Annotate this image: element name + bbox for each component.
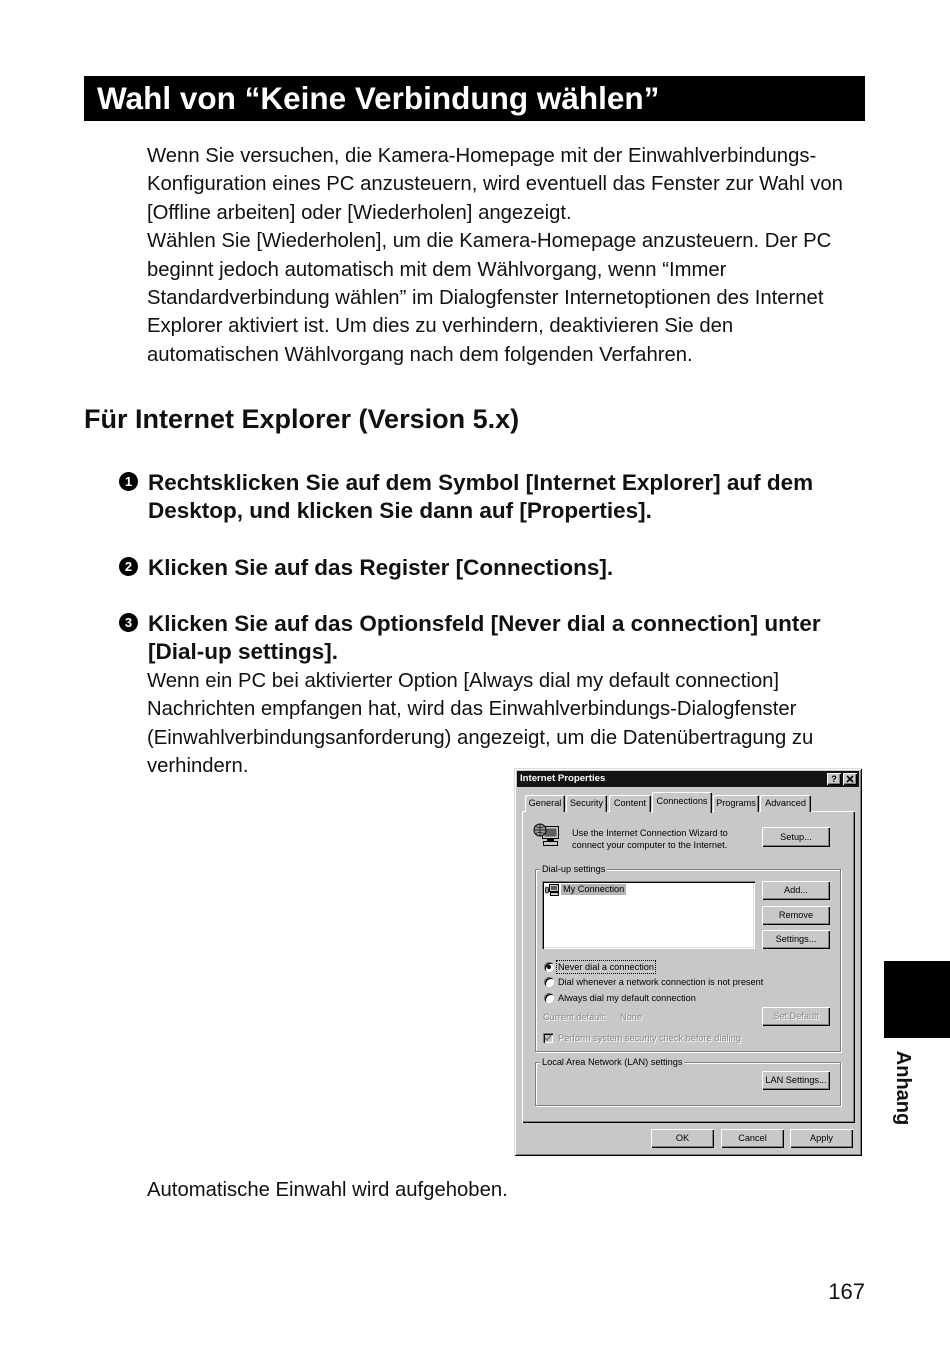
step-line: Desktop, und klicken Sie dann auf [Properties]. (148, 497, 652, 523)
dial-whenever-radio (544, 977, 554, 987)
setup-button: Setup... (762, 827, 830, 847)
step-line: Rechtsklicken Sie auf dem Symbol [Internet Explorer] auf dem (148, 469, 814, 495)
intro-paragraph (147, 142, 843, 369)
set-default-button: Set Default (762, 1007, 830, 1026)
step-number-badge: 2 (119, 557, 138, 576)
current-default-label: Current default: (543, 1012, 607, 1022)
intro-line: Wenn Sie versuchen, die Kamera-Homepage mit der Einwahlverbindungs- (147, 145, 817, 167)
close-icon (846, 775, 854, 783)
tab-advanced: Advanced (760, 795, 811, 812)
add-button: Add... (762, 881, 830, 900)
step-number-badge: 3 (119, 613, 138, 632)
tab-content: Content (609, 795, 651, 812)
step-2-instruction (148, 554, 613, 582)
never-dial-label: Never dial a connection (558, 962, 655, 972)
tab-security: Security (566, 795, 607, 812)
note-line: (Einwahlverbindungsanforderung) angezeigt, um die Datenübertragung zu (147, 726, 814, 749)
section-heading: Für Internet Explorer (Version 5.x) (84, 404, 520, 434)
page-title-banner (84, 76, 865, 121)
lan-settings-button: LAN Settings... (762, 1071, 830, 1090)
result-text: Automatische Einwahl wird aufgehoben. (147, 1179, 508, 1201)
lan-settings-group-label: Local Area Network (LAN) settings (542, 1057, 683, 1067)
never-dial-radio (544, 962, 554, 972)
help-button: ? (827, 773, 841, 785)
wizard-description (571, 827, 729, 851)
dialog-title-bar (517, 771, 859, 787)
security-check-label: Perform system security check before dialing (558, 1033, 741, 1043)
step-number-badge: 1 (119, 472, 138, 491)
step-1-instruction (148, 469, 813, 526)
wizard-text-line: connect your computer to the Internet. (572, 840, 728, 850)
connection-wizard-icon (533, 822, 561, 850)
chapter-side-tab (884, 961, 950, 1038)
chapter-side-label: Anhang (892, 1050, 914, 1126)
dialup-settings-label: Dial-up settings (542, 864, 606, 874)
settings-button: Settings... (762, 930, 830, 949)
tab-general: General (525, 795, 565, 812)
tab-connections: Connections (652, 792, 712, 813)
always-dial-label: Always dial my default connection (558, 993, 696, 1003)
step-line: Klicken Sie auf das Optionsfeld [Never dial a connection] unter (148, 610, 821, 636)
intro-line: automatischen Wählvorgang nach dem folgenden Verfahren. (147, 343, 693, 366)
internet-properties-dialog (514, 768, 862, 1156)
step-3-note (147, 667, 813, 781)
intro-line: Explorer aktiviert ist. Um dies zu verhindern, deaktivieren Sie den (147, 315, 734, 338)
step-line: Klicken Sie auf das Register [Connections]. (148, 554, 614, 580)
remove-button: Remove (762, 906, 830, 925)
note-line: verhindern. (147, 755, 249, 778)
always-dial-radio (544, 993, 554, 1003)
intro-line: [Offline arbeiten] oder [Wiederholen] angezeigt. (147, 201, 572, 224)
step-3-instruction (148, 610, 821, 667)
page-number: 167 (828, 1279, 865, 1304)
ok-button: OK (651, 1129, 714, 1148)
intro-line: Konfiguration eines PC anzusteuern, wird eventuell das Fenster zur Wahl von (147, 173, 843, 196)
note-line: Wenn ein PC bei aktivierter Option [Always dial my default connection] (147, 670, 780, 692)
intro-line: Wählen Sie [Wiederholen], um die Kamera-Homepage anzusteuern. Der PC (147, 230, 832, 253)
dialup-connections-list (542, 881, 755, 949)
checkmark-icon (544, 1034, 552, 1042)
step-line: [Dial-up settings]. (148, 638, 338, 664)
intro-line: beginnt jedoch automatisch mit dem Wählvorgang, wenn “Immer (147, 258, 727, 281)
page-title: Wahl von “Keine Verbindung wählen” (97, 80, 660, 116)
note-line: Nachrichten empfangen hat, wird das Einwahlverbindungs-Dialogfenster (147, 698, 797, 721)
wizard-text-line: Use the Internet Connection Wizard to (572, 828, 728, 838)
security-check-checkbox (543, 1033, 553, 1043)
tab-programs: Programs (713, 795, 759, 812)
cancel-button: Cancel (721, 1129, 784, 1148)
apply-button: Apply (790, 1129, 853, 1148)
list-item: My Connection (563, 884, 625, 894)
close-button (843, 773, 857, 785)
intro-line: Standardverbindung wählen” im Dialogfenster Internetoptionen des Internet (147, 286, 824, 309)
dial-up-connection-icon (545, 884, 559, 898)
current-default-value: None (620, 1012, 642, 1022)
dial-whenever-label: Dial whenever a network connection is not present (558, 977, 764, 987)
dialog-title: Internet Properties (520, 773, 606, 784)
